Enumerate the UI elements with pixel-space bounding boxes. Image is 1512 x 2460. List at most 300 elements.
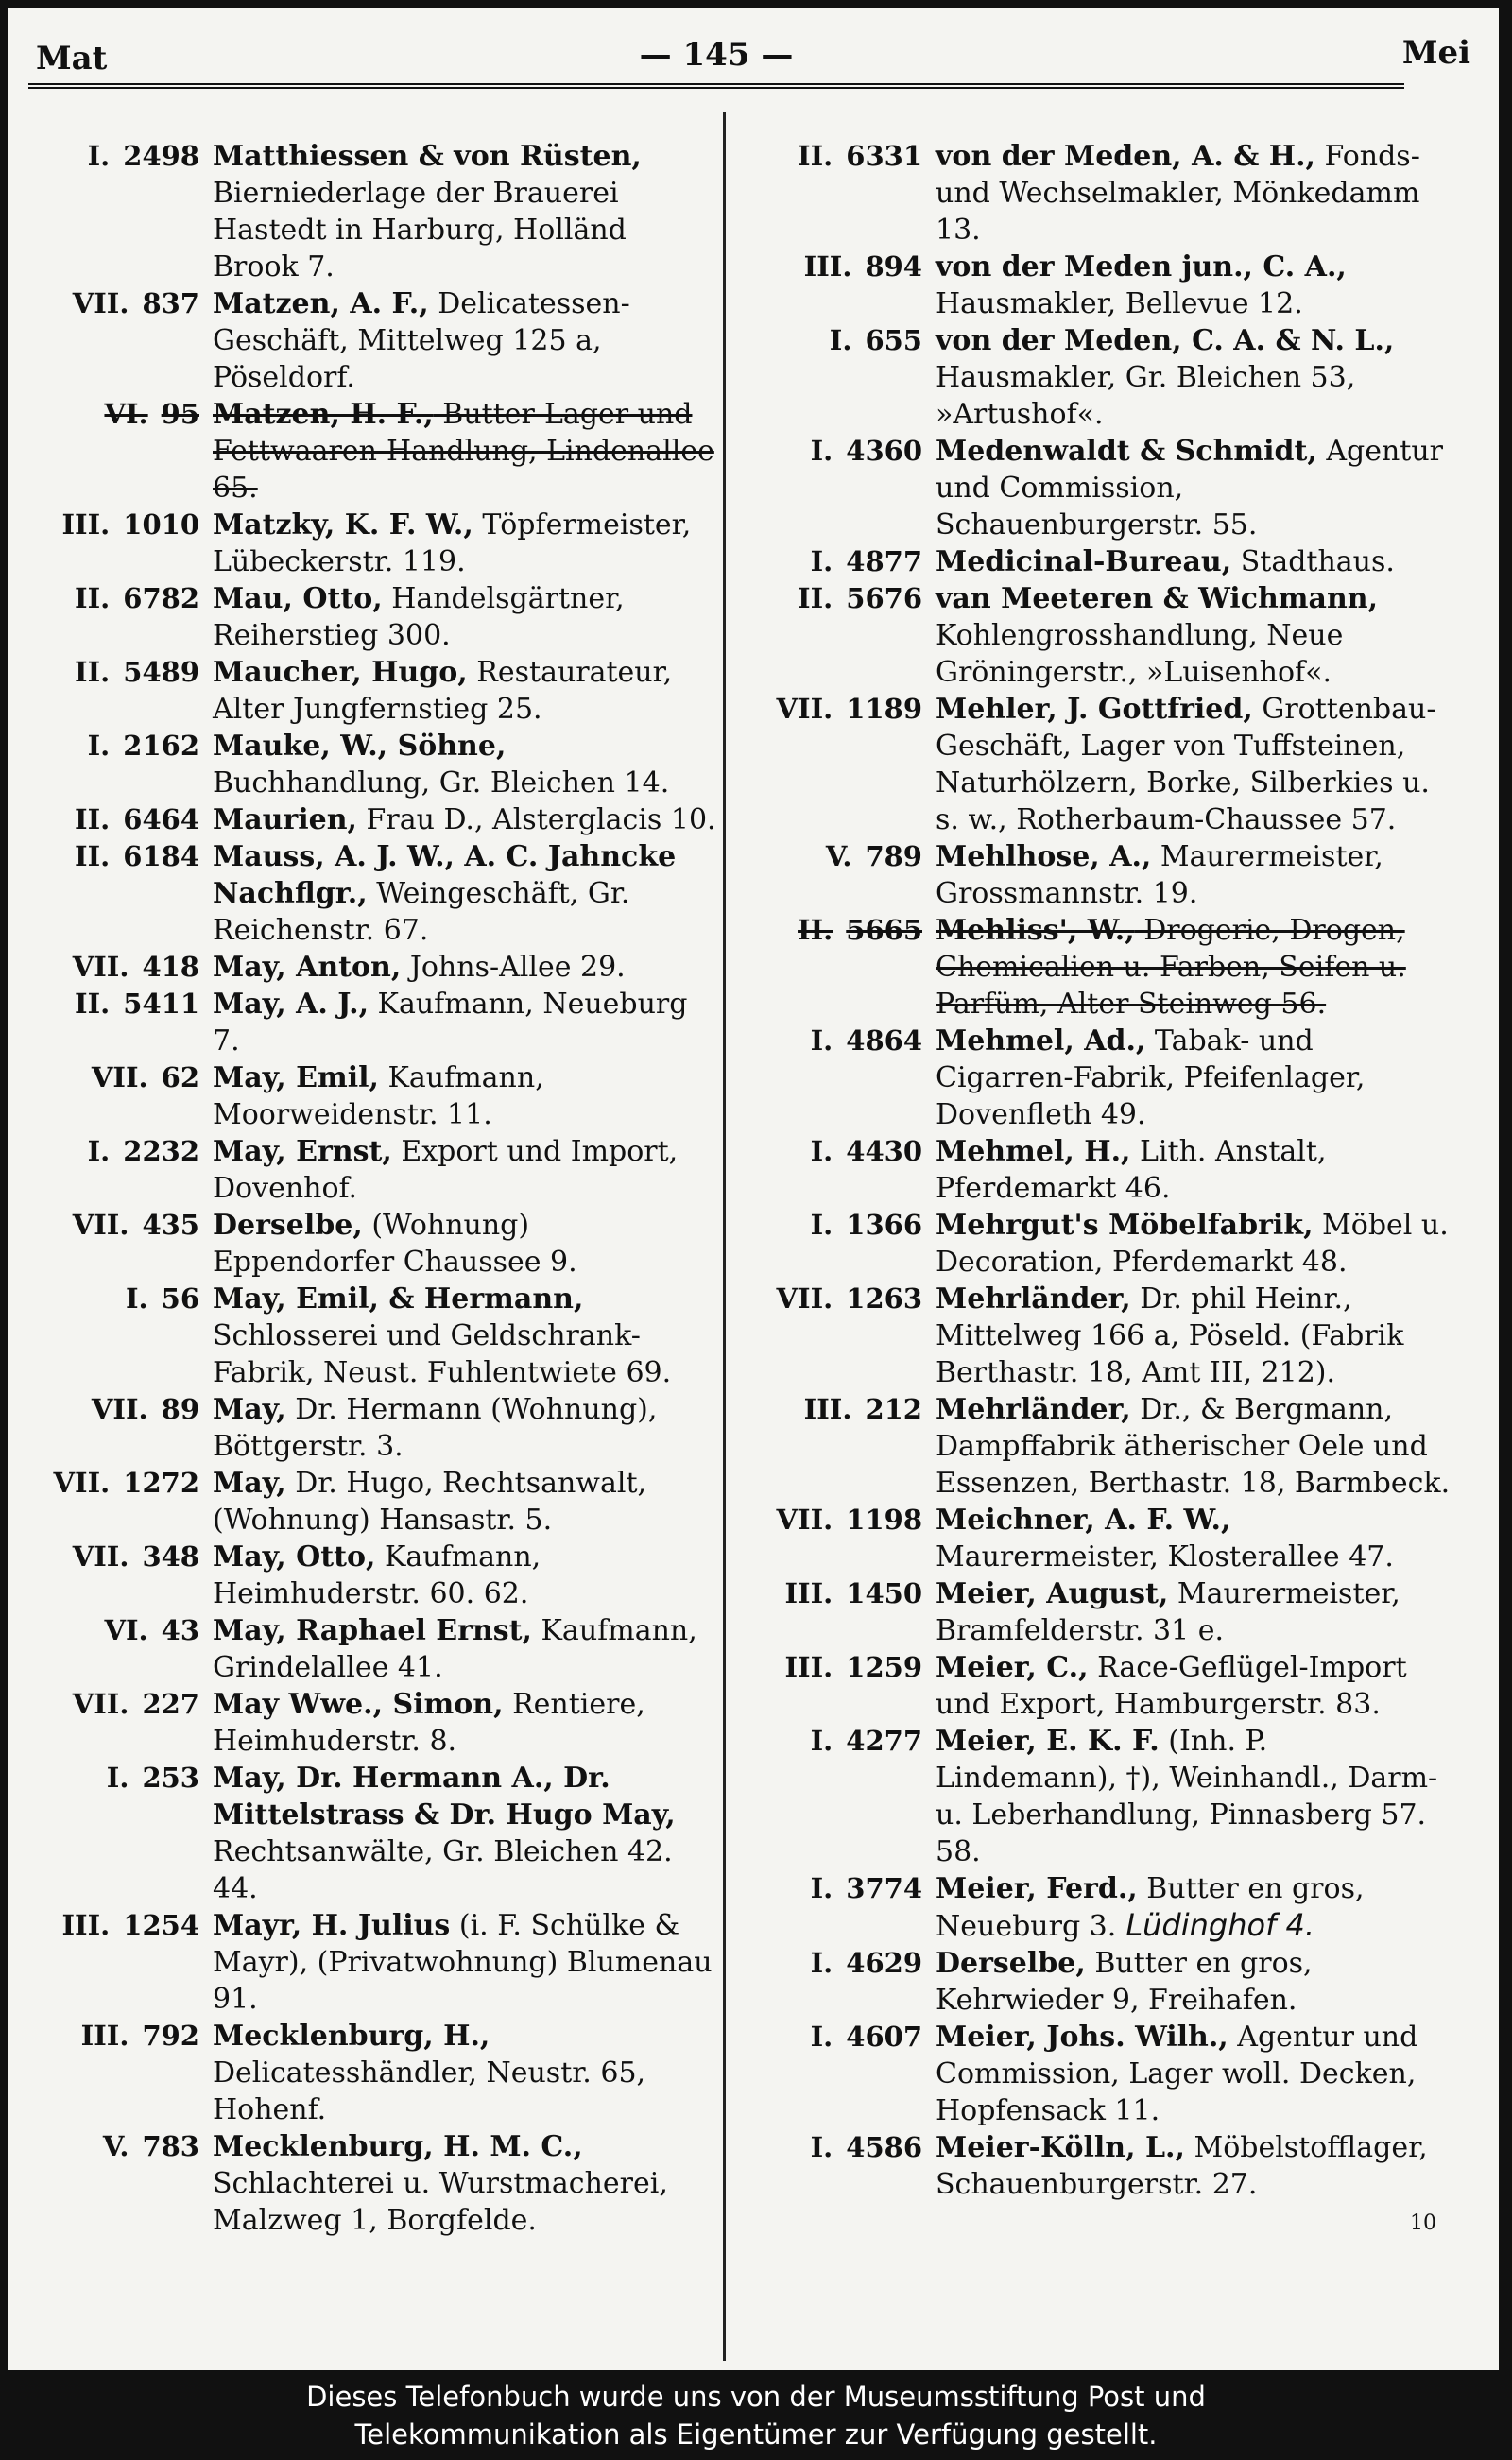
subscriber-name: May, Anton, bbox=[213, 951, 402, 984]
line-number: 6331 bbox=[846, 140, 922, 172]
subscriber-name: Matzen, A. F., bbox=[213, 287, 429, 320]
exchange-district: II. bbox=[75, 840, 111, 872]
directory-entry bbox=[19, 2128, 718, 2239]
directory-entry bbox=[735, 1391, 1453, 1502]
exchange-district: III. bbox=[61, 1909, 111, 1941]
line-number: 4629 bbox=[846, 1947, 922, 1979]
subscriber-name: May, bbox=[213, 1393, 286, 1426]
subscriber-details: Delicatesshändler, Neustr. 65, Hohenf. bbox=[213, 2056, 646, 2126]
phone-number bbox=[735, 322, 936, 359]
directory-entry bbox=[19, 1133, 718, 1207]
phone-number bbox=[19, 2128, 213, 2165]
exchange-district: II. bbox=[75, 656, 111, 688]
line-number: 56 bbox=[161, 1282, 199, 1315]
phone-number bbox=[735, 1945, 936, 1982]
line-number: 1189 bbox=[846, 693, 922, 725]
directory-entry bbox=[735, 838, 1453, 912]
subscriber-details: Butter en gros, Kehrwieder 9, Freihafen. bbox=[936, 1947, 1313, 2017]
exchange-district: VII. bbox=[72, 1209, 129, 1241]
subscriber-details: Dr. phil Heinr., Mittelweg 166 a, Pöseld. (Fabrik Berthastr. 18, Amt III, 212). bbox=[936, 1282, 1404, 1389]
directory-entry bbox=[735, 433, 1453, 543]
phone-number bbox=[735, 580, 936, 617]
exchange-district: II. bbox=[798, 582, 833, 614]
exchange-district: I. bbox=[810, 435, 833, 467]
line-number: 5411 bbox=[123, 988, 199, 1020]
exchange-district: V. bbox=[102, 2130, 129, 2162]
line-number: 783 bbox=[142, 2130, 199, 2162]
subscriber-details: Schlachterei u. Wurstmacherei, Malzweg 1, Borgfelde. bbox=[213, 2167, 668, 2237]
exchange-district: III. bbox=[61, 508, 111, 541]
subscriber-details: Weingeschäft, Gr. Reichenstr. 67. bbox=[213, 877, 630, 947]
phone-number bbox=[735, 543, 936, 580]
phone-number bbox=[735, 1133, 936, 1170]
line-number: 253 bbox=[142, 1762, 199, 1794]
directory-entry bbox=[735, 691, 1453, 838]
subscriber-name: Derselbe, bbox=[213, 1209, 363, 1242]
line-number: 2232 bbox=[123, 1135, 199, 1167]
subscriber-name: May, Emil, bbox=[213, 1061, 379, 1094]
subscriber-name: Mehmel, Ad., bbox=[936, 1024, 1146, 1058]
left-column bbox=[19, 138, 718, 2239]
phone-number bbox=[19, 1686, 213, 1723]
directory-entry bbox=[735, 2129, 1453, 2203]
phone-number bbox=[19, 507, 213, 543]
phone-number bbox=[735, 138, 936, 175]
entry-text bbox=[936, 1723, 1453, 1870]
exchange-district: II. bbox=[798, 140, 833, 172]
line-number: 837 bbox=[142, 287, 199, 319]
subscriber-name: May, Ernst, bbox=[213, 1135, 392, 1168]
subscriber-details: Buchhandlung, Gr. Bleichen 14. bbox=[213, 766, 670, 800]
entry-text bbox=[936, 1207, 1453, 1281]
phone-number bbox=[735, 838, 936, 875]
entry-text bbox=[213, 2128, 718, 2239]
subscriber-details: (i. F. Schülke & Mayr), (Privatwohnung) Blumenau 91. bbox=[213, 1909, 713, 2016]
line-number: 418 bbox=[142, 951, 199, 983]
subscriber-details: Export und Import, Dovenhof. bbox=[213, 1135, 679, 1205]
directory-entry bbox=[735, 1723, 1453, 1870]
subscriber-details: (Inh. P. Lindemann), †), Weinhandl., Darm- u. Leberhandlung, Pinnasberg 57. 58. bbox=[936, 1725, 1438, 1868]
exchange-district: I. bbox=[810, 1725, 833, 1757]
entry-text bbox=[936, 543, 1453, 580]
directory-entry bbox=[19, 2018, 718, 2128]
line-number: 1010 bbox=[123, 508, 199, 541]
exchange-district: I. bbox=[810, 1024, 833, 1057]
line-number: 4864 bbox=[846, 1024, 922, 1057]
exchange-district: III. bbox=[803, 1393, 852, 1425]
directory-entry bbox=[19, 1465, 718, 1539]
entry-text bbox=[213, 2018, 718, 2128]
directory-entry bbox=[19, 1059, 718, 1133]
subscriber-name: May, A. J., bbox=[213, 988, 369, 1021]
page-number: — 145 — bbox=[639, 36, 794, 74]
directory-entry bbox=[735, 1502, 1453, 1575]
subscriber-details: Delicatessen-Geschäft, Mittelweg 125 a, Pöseldorf. bbox=[213, 287, 630, 394]
line-number: 655 bbox=[865, 324, 922, 356]
phone-number bbox=[735, 2129, 936, 2166]
phone-number bbox=[19, 801, 213, 838]
subscriber-details: Maurermeister, Bramfelderstr. 31 e. bbox=[936, 1577, 1400, 1647]
phone-number bbox=[735, 691, 936, 728]
line-number: 1254 bbox=[123, 1909, 199, 1941]
line-number: 4877 bbox=[846, 545, 922, 577]
exchange-district: I. bbox=[810, 545, 833, 577]
line-number: 348 bbox=[142, 1540, 199, 1573]
exchange-district: VII. bbox=[776, 1504, 833, 1536]
exchange-district: VII. bbox=[72, 1540, 129, 1573]
subscriber-name: van Meeteren & Wichmann, bbox=[936, 582, 1379, 615]
phone-number bbox=[19, 1612, 213, 1649]
entry-text bbox=[213, 1539, 718, 1612]
exchange-district: I. bbox=[810, 2131, 833, 2163]
phone-number bbox=[19, 1760, 213, 1797]
line-number: 4586 bbox=[846, 2131, 922, 2163]
directory-entry bbox=[735, 1945, 1453, 2019]
line-number: 227 bbox=[142, 1688, 199, 1720]
directory-entry bbox=[19, 1281, 718, 1391]
column-divider bbox=[723, 112, 726, 2361]
subscriber-name: Mehrgut's Möbelfabrik, bbox=[936, 1209, 1314, 1242]
exchange-district: VII. bbox=[91, 1393, 148, 1425]
phone-number bbox=[735, 1723, 936, 1760]
directory-entry bbox=[19, 1760, 718, 1907]
entry-text bbox=[213, 1907, 718, 2018]
phone-number bbox=[19, 986, 213, 1023]
subscriber-details: Rechtsanwälte, Gr. Bleichen 42. 44. bbox=[213, 1835, 673, 1905]
subscriber-details: Rentiere, Heimhuderstr. 8. bbox=[213, 1688, 645, 1758]
phone-number bbox=[735, 1502, 936, 1539]
entry-text bbox=[936, 1023, 1453, 1133]
subscriber-details: Handelsgärtner, Reiherstieg 300. bbox=[213, 582, 625, 652]
exchange-district: I. bbox=[810, 1135, 833, 1167]
line-number: 6782 bbox=[123, 582, 199, 614]
entry-text bbox=[936, 249, 1453, 322]
line-number: 4430 bbox=[846, 1135, 922, 1167]
directory-entry bbox=[19, 507, 718, 580]
phone-number bbox=[19, 580, 213, 617]
exchange-district: VI. bbox=[104, 398, 148, 430]
exchange-district: VI. bbox=[104, 1614, 148, 1646]
directory-entry bbox=[735, 543, 1453, 580]
exchange-district: VII. bbox=[72, 951, 129, 983]
directory-entry bbox=[19, 654, 718, 728]
exchange-district: VII. bbox=[91, 1061, 148, 1093]
entry-text bbox=[213, 1281, 718, 1391]
directory-entry bbox=[19, 801, 718, 838]
line-number: 43 bbox=[161, 1614, 199, 1646]
directory-entry bbox=[19, 138, 718, 285]
subscriber-details: Fonds- und Wechselmakler, Mönkedamm 13. bbox=[936, 140, 1420, 247]
subscriber-name: May Wwe., Simon, bbox=[213, 1688, 504, 1721]
right-column bbox=[735, 138, 1453, 2203]
subscriber-name: Mehler, J. Gottfried, bbox=[936, 693, 1253, 726]
exchange-district: VII. bbox=[776, 693, 833, 725]
subscriber-name: Matzky, K. F. W., bbox=[213, 508, 473, 542]
entry-text bbox=[213, 1207, 718, 1281]
phone-number bbox=[735, 1023, 936, 1059]
entry-text bbox=[213, 1465, 718, 1539]
phone-number bbox=[19, 285, 213, 322]
phone-number bbox=[19, 838, 213, 875]
entry-text bbox=[936, 691, 1453, 838]
subscriber-name: May, Emil, & Hermann, bbox=[213, 1282, 584, 1316]
phone-number bbox=[735, 1575, 936, 1612]
phone-number bbox=[735, 1870, 936, 1907]
phone-number bbox=[735, 1649, 936, 1686]
directory-entry bbox=[735, 1023, 1453, 1133]
subscriber-details: Kaufmann, Grindelallee 41. bbox=[213, 1614, 697, 1684]
exchange-district: II. bbox=[75, 803, 111, 835]
directory-entry bbox=[735, 1281, 1453, 1391]
entry-text bbox=[213, 1686, 718, 1760]
subscriber-details: Dr. Hermann (Wohnung), Böttgerstr. 3. bbox=[213, 1393, 658, 1463]
phone-number bbox=[735, 433, 936, 470]
directory-page bbox=[8, 8, 1499, 2370]
subscriber-name: Meichner, A. F. W., bbox=[936, 1504, 1231, 1537]
line-number: 792 bbox=[142, 2020, 199, 2052]
exchange-district: I. bbox=[125, 1282, 148, 1315]
header-right-guide-word: Mei bbox=[1401, 34, 1470, 72]
exchange-district: I. bbox=[87, 730, 111, 762]
entry-text bbox=[213, 396, 718, 507]
entry-text bbox=[936, 580, 1453, 691]
subscriber-details: Agentur und Commission, Schauenburgerstr. 55. bbox=[936, 435, 1444, 542]
entry-text bbox=[213, 1760, 718, 1907]
entry-text bbox=[213, 801, 718, 838]
subscriber-name: Meier, Ferd., bbox=[936, 1872, 1138, 1905]
subscriber-details: Stadthaus. bbox=[1231, 545, 1395, 578]
exchange-district: I. bbox=[810, 1209, 833, 1241]
subscriber-name: Mauke, W., Söhne, bbox=[213, 730, 507, 763]
exchange-district: III. bbox=[784, 1651, 833, 1683]
line-number: 6464 bbox=[123, 803, 199, 835]
line-number: 89 bbox=[161, 1393, 199, 1425]
subscriber-details: Butter en gros, Neueburg 3. bbox=[936, 1872, 1365, 1943]
line-number: 1272 bbox=[123, 1467, 199, 1499]
exchange-district: II. bbox=[75, 988, 111, 1020]
subscriber-name: von der Meden jun., C. A., bbox=[936, 250, 1347, 284]
subscriber-details: Tabak- und Cigarren-Fabrik, Pfeifenlager, Dovenfleth 49. bbox=[936, 1024, 1366, 1131]
line-number: 2498 bbox=[123, 140, 199, 172]
entry-text bbox=[936, 1575, 1453, 1649]
subscriber-name: Maucher, Hugo, bbox=[213, 656, 468, 689]
subscriber-name: von der Meden, C. A. & N. L., bbox=[936, 324, 1395, 357]
phone-number bbox=[19, 949, 213, 986]
subscriber-name: Medenwaldt & Schmidt, bbox=[936, 435, 1317, 468]
exchange-district: I. bbox=[810, 1947, 833, 1979]
line-number: 1450 bbox=[846, 1577, 922, 1609]
directory-entry bbox=[19, 986, 718, 1059]
subscriber-name: Mehrländer, bbox=[936, 1393, 1131, 1426]
entry-text bbox=[936, 1649, 1453, 1723]
subscriber-details: Restaurateur, Alter Jungfernstieg 25. bbox=[213, 656, 673, 726]
subscriber-name: Mau, Otto, bbox=[213, 582, 383, 615]
subscriber-name: Matzen, H. F., bbox=[213, 398, 434, 431]
phone-number bbox=[19, 728, 213, 765]
phone-number bbox=[19, 1391, 213, 1428]
footer-line-2: Telekommunikation als Eigentümer zur Verfügung gestellt. bbox=[354, 2418, 1158, 2451]
entry-text bbox=[936, 138, 1453, 249]
line-number: 5665 bbox=[846, 914, 922, 946]
line-number: 789 bbox=[865, 840, 922, 872]
subscriber-details: Johns-Allee 29. bbox=[401, 951, 626, 984]
directory-entry bbox=[735, 580, 1453, 691]
line-number: 5676 bbox=[846, 582, 922, 614]
subscriber-details: Agentur und Commission, Lager woll. Decken, Hopfensack 11. bbox=[936, 2021, 1418, 2127]
entry-text bbox=[213, 728, 718, 801]
entry-text bbox=[213, 507, 718, 580]
subscriber-name: Meier-Kölln, L., bbox=[936, 2131, 1185, 2164]
entry-text bbox=[936, 2019, 1453, 2129]
entry-text bbox=[213, 138, 718, 285]
phone-number bbox=[735, 2019, 936, 2056]
subscriber-details: Töpfermeister, Lübeckerstr. 119. bbox=[213, 508, 692, 578]
page-note: 10 bbox=[1410, 2211, 1436, 2235]
subscriber-name: Mehlhose, A., bbox=[936, 840, 1152, 873]
exchange-district: VII. bbox=[72, 1688, 129, 1720]
exchange-district: I. bbox=[87, 140, 111, 172]
subscriber-name: May, Dr. Hermann A., Dr. Mittelstrass & Dr. Hugo May, bbox=[213, 1762, 676, 1832]
subscriber-details: Kohlengrosshandlung, Neue Gröningerstr., »Luisenhof«. bbox=[936, 619, 1344, 689]
subscriber-details: Race-Geflügel-Import und Export, Hamburgerstr. 83. bbox=[936, 1651, 1407, 1721]
subscriber-name: Mecklenburg, H. M. C., bbox=[213, 2130, 583, 2163]
directory-entry bbox=[735, 1870, 1453, 1945]
subscriber-details: Maurermeister, Klosterallee 47. bbox=[936, 1540, 1394, 1574]
exchange-district: VII. bbox=[72, 287, 129, 319]
phone-number bbox=[19, 396, 213, 433]
entry-text bbox=[213, 285, 718, 396]
directory-entry bbox=[735, 138, 1453, 249]
subscriber-details: Hausmakler, Bellevue 12. bbox=[936, 287, 1303, 320]
entry-text bbox=[213, 1612, 718, 1686]
entry-text bbox=[936, 838, 1453, 912]
subscriber-name: Mauss, A. J. W., A. C. Jahncke Nachflgr., bbox=[213, 840, 677, 910]
directory-entry bbox=[19, 1391, 718, 1465]
subscriber-name: May, Otto, bbox=[213, 1540, 376, 1574]
entry-text bbox=[936, 1391, 1453, 1502]
subscriber-details: Möbel u. Decoration, Pferdemarkt 48. bbox=[936, 1209, 1449, 1279]
exchange-district: I. bbox=[106, 1762, 129, 1794]
directory-entry bbox=[735, 249, 1453, 322]
subscriber-details: Butter-Lager und Fettwaaren-Handlung, Lindenallee 65. bbox=[213, 398, 714, 505]
exchange-district: III. bbox=[784, 1577, 833, 1609]
phone-number bbox=[19, 1281, 213, 1317]
line-number: 4360 bbox=[846, 435, 922, 467]
directory-entry bbox=[735, 1649, 1453, 1723]
phone-number bbox=[19, 1207, 213, 1244]
line-number: 894 bbox=[865, 250, 922, 283]
exchange-district: I. bbox=[810, 2021, 833, 2053]
subscriber-name: May, Raphael Ernst, bbox=[213, 1614, 532, 1647]
entry-text bbox=[936, 1945, 1453, 2019]
handwritten-correction: Lüdinghof 4. bbox=[1125, 1907, 1315, 1943]
entry-text bbox=[936, 433, 1453, 543]
subscriber-details: Kaufmann, Heimhuderstr. 60. 62. bbox=[213, 1540, 541, 1610]
subscriber-name: Meier, August, bbox=[936, 1577, 1169, 1610]
entry-text bbox=[936, 2129, 1453, 2203]
subscriber-details: Dr., & Bergmann, Dampffabrik ätherischer Oele und Essenzen, Berthastr. 18, Barmbeck. bbox=[936, 1393, 1451, 1500]
entry-text bbox=[213, 1059, 718, 1133]
phone-number bbox=[19, 138, 213, 175]
subscriber-name: Matthiessen & von Rüsten, bbox=[213, 140, 642, 173]
line-number: 1263 bbox=[846, 1282, 922, 1315]
phone-number bbox=[735, 249, 936, 285]
subscriber-details: Dr. Hugo, Rechtsanwalt, (Wohnung) Hansastr. 5. bbox=[213, 1467, 647, 1537]
exchange-district: I. bbox=[87, 1135, 111, 1167]
phone-number bbox=[19, 1465, 213, 1502]
exchange-district: VII. bbox=[776, 1282, 833, 1315]
subscriber-details: Lith. Anstalt, Pferdemarkt 46. bbox=[936, 1135, 1327, 1205]
line-number: 435 bbox=[142, 1209, 199, 1241]
subscriber-details: Drogerie, Drogen, Chemicalien u. Farben, Seifen u. Parfüm, Alter Steinweg 56. bbox=[936, 914, 1406, 1021]
subscriber-details: Hausmakler, Gr. Bleichen 53, »Artushof«. bbox=[936, 361, 1356, 431]
subscriber-name: Meier, E. K. F. bbox=[936, 1725, 1160, 1758]
subscriber-name: Medicinal-Bureau, bbox=[936, 545, 1232, 578]
entry-text bbox=[213, 1133, 718, 1207]
subscriber-details: Möbelstofflager, Schauenburgerstr. 27. bbox=[936, 2131, 1428, 2201]
subscriber-details: (Wohnung) Eppendorfer Chaussee 9. bbox=[213, 1209, 577, 1279]
subscriber-name: Mayr, H. Julius bbox=[213, 1909, 451, 1942]
phone-number bbox=[735, 1207, 936, 1244]
line-number: 1259 bbox=[846, 1651, 922, 1683]
line-number: 5489 bbox=[123, 656, 199, 688]
directory-entry bbox=[19, 396, 718, 507]
phone-number bbox=[19, 2018, 213, 2055]
line-number: 95 bbox=[161, 398, 199, 430]
subscriber-name: Maurien, bbox=[213, 803, 358, 836]
subscriber-details: Kaufmann, Moorweidenstr. 11. bbox=[213, 1061, 544, 1131]
line-number: 212 bbox=[865, 1393, 922, 1425]
header-left-guide-word: Mat bbox=[36, 40, 108, 77]
phone-number bbox=[735, 912, 936, 949]
entry-text bbox=[213, 986, 718, 1059]
directory-entry bbox=[19, 1907, 718, 2018]
directory-entry bbox=[19, 1539, 718, 1612]
directory-entry bbox=[735, 1133, 1453, 1207]
directory-entry bbox=[735, 912, 1453, 1023]
directory-entry bbox=[19, 949, 718, 986]
exchange-district: III. bbox=[80, 2020, 129, 2052]
exchange-district: VII. bbox=[53, 1467, 111, 1499]
exchange-district: III. bbox=[803, 250, 852, 283]
phone-number bbox=[19, 654, 213, 691]
subscriber-name: Derselbe, bbox=[936, 1947, 1086, 1980]
phone-number bbox=[19, 1059, 213, 1096]
entry-text bbox=[213, 654, 718, 728]
entry-text bbox=[213, 580, 718, 654]
phone-number bbox=[735, 1281, 936, 1317]
line-number: 6184 bbox=[123, 840, 199, 872]
entry-text bbox=[936, 1870, 1453, 1945]
footer-line-1: Dieses Telefonbuch wurde uns von der Museumsstiftung Post und bbox=[306, 2381, 1206, 2413]
footer-credit bbox=[0, 2368, 1512, 2458]
subscriber-name: May, bbox=[213, 1467, 286, 1500]
directory-entry bbox=[19, 1686, 718, 1760]
line-number: 1198 bbox=[846, 1504, 922, 1536]
line-number: 2162 bbox=[123, 730, 199, 762]
directory-entry bbox=[735, 2019, 1453, 2129]
subscriber-details: Maurermeister, Grossmannstr. 19. bbox=[936, 840, 1383, 910]
subscriber-name: von der Meden, A. & H., bbox=[936, 140, 1315, 173]
entry-text bbox=[213, 1391, 718, 1465]
subscriber-details: Grottenbau-Geschäft, Lager von Tuffsteinen, Naturhölzern, Borke, Silberkies u. s. w., Rotherbaum-Chaussee 57. bbox=[936, 693, 1436, 836]
line-number: 4607 bbox=[846, 2021, 922, 2053]
directory-entry bbox=[19, 580, 718, 654]
line-number: 62 bbox=[161, 1061, 199, 1093]
subscriber-details: Bierniederlage der Brauerei Hastedt in Harburg, Holländ Brook 7. bbox=[213, 177, 627, 284]
exchange-district: II. bbox=[798, 914, 833, 946]
entry-text bbox=[936, 912, 1453, 1023]
